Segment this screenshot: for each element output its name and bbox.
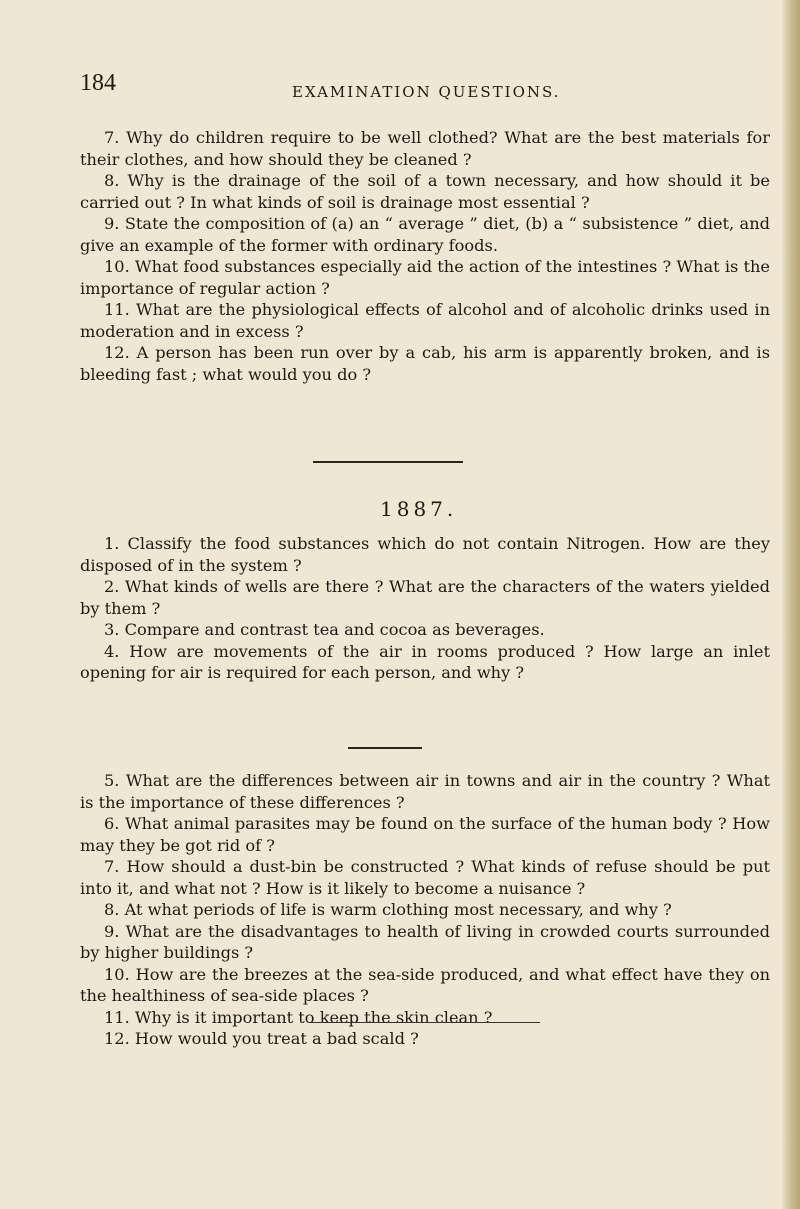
question-item: 8. At what periods of life is warm clothing most necessary, and why ? [104, 900, 672, 919]
question-item: 9. State the composition of (a) an “ average ” diet, (b) a “ subsistence ” diet, and give an example of the former with ordinary foods. [80, 214, 770, 255]
question-item: 11. Why is it important to keep the skin clean ? [104, 1007, 493, 1027]
year-heading: 1887. [380, 497, 458, 521]
question-item: 10. How are the breezes at the sea-side produced, and what effect have they on the healthiness of sea-side places ? [80, 964, 770, 1005]
question-item: 3. Compare and contrast tea and cocoa as beverages. [104, 620, 545, 639]
running-head [80, 70, 770, 104]
question-item: 5. What are the differences between air in towns and air in the country ? What is the importance of these differences ? [80, 771, 770, 812]
year-1887-part-one [80, 533, 770, 684]
question-item: 12. A person has been run over by a cab, his arm is apparently broken, and is bleeding fast ; what would you do ? [80, 343, 770, 384]
year-1887-part-two [80, 770, 770, 1050]
question-item: 7. How should a dust-bin be constructed ? What kinds of refuse should be put into it, and what not ? How is it likely to become a nuisance ? [80, 857, 770, 898]
previous-year-questions [80, 127, 770, 385]
question-item: 12. How would you treat a bad scald ? [104, 1029, 419, 1048]
question-item: 11. What are the physiological effects of alcohol and of alcoholic drinks used in moderation and in excess ? [80, 300, 770, 341]
question-item: 2. What kinds of wells are there ? What are the characters of the waters yielded by them ? [80, 577, 770, 618]
page-edge [782, 0, 800, 1209]
running-title: EXAMINATION QUESTIONS. [292, 83, 561, 101]
question-item: 1. Classify the food substances which do not contain Nitrogen. How are they disposed of in the system ? [80, 534, 770, 575]
question-item: 7. Why do children require to be well clothed? What are the best materials for their clothes, and how should they be cleaned ? [80, 128, 770, 169]
question-item: 8. Why is the drainage of the soil of a town necessary, and how should it be carried out ? In what kinds of soil is drainage most essential ? [80, 171, 770, 212]
end-rule [308, 1022, 540, 1023]
page-number: 184 [80, 70, 116, 96]
part-divider [348, 747, 422, 749]
question-item: 6. What animal parasites may be found on the surface of the human body ? How may they be got rid of ? [80, 814, 770, 855]
section-divider [313, 461, 463, 463]
question-item: 4. How are movements of the air in rooms produced ? How large an inlet opening for air is required for each person, and why ? [80, 641, 770, 682]
question-item: 9. What are the disadvantages to health of living in crowded courts surrounded by higher buildings ? [80, 921, 770, 962]
question-item: 10. What food substances especially aid the action of the intestines ? What is the importance of regular action ? [80, 257, 770, 298]
